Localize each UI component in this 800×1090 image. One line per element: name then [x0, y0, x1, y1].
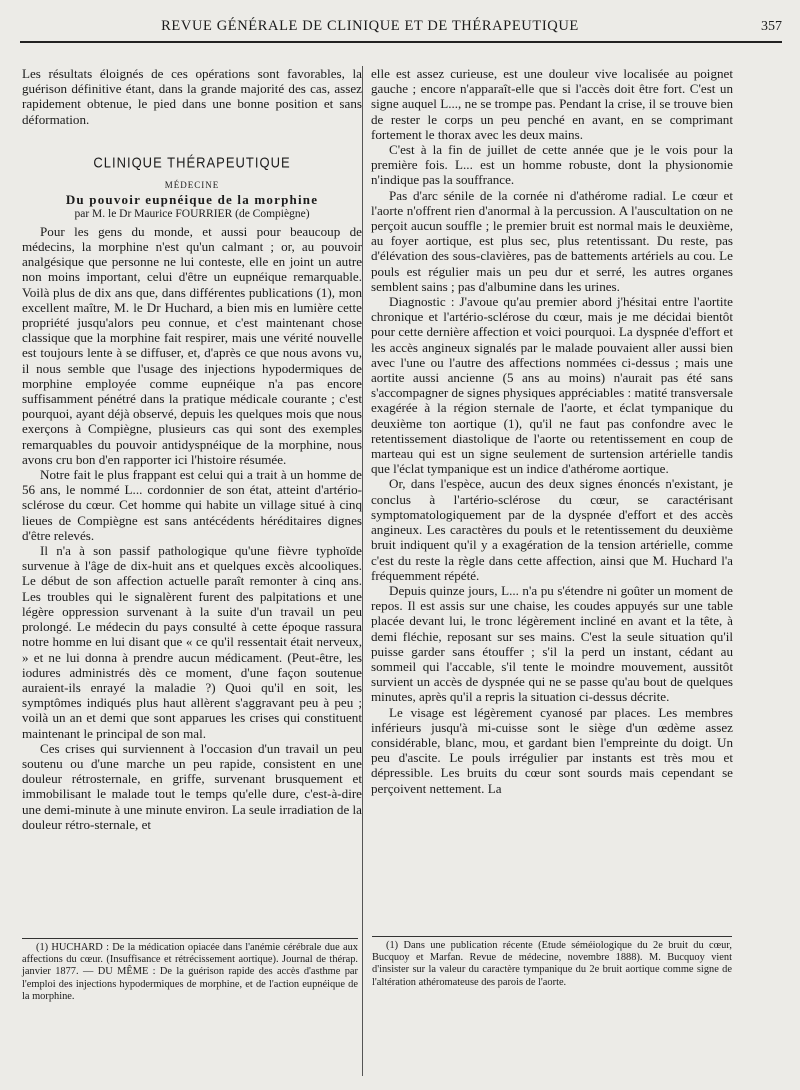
paragraph: Il n'a à son passif pathologique qu'une fièvre typhoïde survenue à l'âge de dix-huit ans et quelques excès alcooliques. Le début de son affection actuelle paraît remonter à cinq ans. Les troubles qui le signalèrent furent des palpitations et une légère oppression survenant à la suite d'un travail un peu prolongé. Le médecin du pays consulté à cette époque rassura notre homme en lui disant que « ce qu'il ressentait était nerveux, » et ne lui donna à prendre aucun médicament. (Peut-être, les iodures administrés dès ce moment, d'une façon soutenue auraient-ils enrayé la maladie ?) Quoi qu'il en soit, les symptômes indiqués plus haut allèrent s'aggravant peu à peu ; voilà un an et demi que sont apparues les crises qui constituent maintenant le principal de son mal. — [22, 543, 362, 741]
paragraph: Diagnostic : J'avoue qu'au premier abord j'hésitai entre l'aortite chronique et l'artério-sclérose du cœur, mais je me décidai bientôt pour cette dernière affection et voici pourquoi. La dyspnée d'effort et les accès angineux signalés par le malade pouvaient aller aussi bien avec l'une ou l'autre des affections nommées ci-dessus ; mais une aortite aussi ancienne (5 ans au moins) n'aurait pas été sans s'accompagner de signes physiques appréciables : matité transversale exagérée à la région sternale de l'aorte, et éclat tympanique du deuxième ton aortique (1), qu'il ne faut pas confondre avec le retentissement diastolique de l'aorte ou retentissement en coup de marteau qui est un signe seulement de surtension artérielle tandis que l'éclat tympanique est un indice d'athérome aortique. — [371, 294, 733, 477]
page-number: 357 — [761, 19, 782, 34]
paragraph: C'est à la fin de juillet de cette année que je le vois pour la première fois. L... est un homme robuste, dont la physionomie n'indique pas la souffrance. — [371, 142, 733, 188]
paragraph: Pas d'arc sénile de la cornée ni d'athérome radial. Le cœur et l'aorte n'offrent rien d'anormal à la percussion. A l'auscultation on ne perçoit aucun souffle ; le premier bruit est normal mais le deuxième, au foyer aortique, est plus sec, plus retentissant. Du reste, pas d'élévation des sous-clavières, pas de battements artériels au cou. Le pouls est régulier mais un peu dur et serré, les autres organes semblent sains ; pas d'albumine dans les urines. — [371, 187, 733, 294]
paragraph: elle est assez curieuse, est une douleur vive localisée au poignet gauche ; encore n'apparaît-elle que si l'accès doit être fort. C'est un signe auquel L..., ne se trompe pas. Pendant la crise, il se trouve bien de rester le corps un peu penché en avant, en se comprimant fortement le thorax avec les deux mains. — [371, 66, 733, 142]
paragraph: Notre fait le plus frappant est celui qui a trait à un homme de 56 ans, le nommé L... cordonnier de son état, atteint d'artério-sclérose du cœur. Cet homme qui habite un village situé à cinq lieues de Compiègne est sans antécédents héréditaires dignes d'être relevés. — [22, 467, 362, 543]
footnote-rule — [372, 936, 732, 937]
paragraph: Or, dans l'espèce, aucun des deux signes énoncés n'existant, je conclus à l'artério-sclérose du cœur, se caractérisant symptomatologiquement par de la dyspnée d'effort et des accès angineux. Les caractères du pouls et le retentissement du deuxième bruit indiquent qu'il y a exagération de la tension artérielle, comme c'est du reste la règle dans cette affection, ainsi que M. Huchard l'a fréquemment répété. — [371, 476, 733, 583]
footnote-left: (1) HUCHARD : De la médication opiacée dans l'anémie cérébrale due aux affections du cœur. (Insuffisance et rétrécissement aortique). Journal de thérap. janvier 1877. — DU MÊME : De la guérison rapide des accès d'asthme par l'emploi des injections hypodermiques de morphine, et de l'action eupnéique de la morphine. — [22, 942, 358, 1002]
section-title: CLINIQUE THÉRAPEUTIQUE — [93, 154, 291, 171]
footnote-right: (1) Dans une publication récente (Etude séméiologique du 2e bruit du cœur, Bucquoy et Marfan. Revue de médecine, novembre 1888). M. Bucquoy vient d'insister sur la valeur du caractère tympanique du 2e bruit aortique comme signe de l'altération athéromateuse des parois de l'aorte. — [372, 940, 732, 988]
right-column — [371, 66, 733, 796]
running-header — [20, 14, 782, 38]
paragraph: Le visage est légèrement cyanosé par places. Les membres inférieurs jusqu'à mi-cuisse sont le siège d'un œdème assez considérable, blanc, mou, et gardant bien l'empreinte du doigt. Un peu d'ascite. Le pouls irrégulier par instants est très mou et dépressible. Les bruits du cœur sont sourds mais cependant se perçoivent nettement. La — [371, 704, 733, 796]
paragraph: Ces crises qui surviennent à l'occasion d'un travail un peu soutenu ou d'une marche un peu rapide, consistent en une douleur rétrosternale, en griffe, survenant brusquement et immobilisant le malade tout le temps qu'elle dure, c'est-à-dire une demi-minute à une minute environ. La seule irradiation de la douleur rétro-sternale, et — [22, 740, 362, 832]
intro-paragraph: Les résultats éloignés de ces opérations sont favorables, la guérison définitive étant, dans la grande majorité des cas, assez rapidement obtenue, le pied dans une bonne position et sans déformation. — [22, 66, 362, 127]
footnote-rule — [22, 938, 358, 939]
column-divider — [362, 66, 363, 1076]
section-subtitle: MÉDECINE — [164, 179, 220, 190]
paragraph: Depuis quinze jours, L... n'a pu s'étendre ni goûter un moment de repos. Il est assis sur une chaise, les coudes appuyés sur une table placée devant lui, le tronc légèrement incliné en avant et la tête, à demi fléchie, reposant sur ses mains. C'est la seule situation qu'il puisse garder sans étouffer ; s'il la perd un instant, cédant au sommeil qui l'accable, s'il tente le moindre mouvement, aussitôt survient un accès de dyspnée qui ne se passe qu'au bout de quelques minutes, après qu'il a repris la situation ci-dessus décrite. — [371, 582, 733, 705]
article-author: par M. le Dr Maurice FOURRIER (de Compiègne) — [74, 207, 310, 220]
left-column — [22, 66, 362, 832]
running-title: REVUE GÉNÉRALE DE CLINIQUE ET DE THÉRAPEUTIQUE — [161, 18, 579, 34]
article-title: Du pouvoir eupnéique de la morphine — [65, 191, 319, 207]
paragraph: Pour les gens du monde, et aussi pour beaucoup de médecins, la morphine n'est qu'un calmant ; or, au pouvoir analgésique que personne ne lui conteste, elle en joint un autre non moins important, celui d'être un eupnéique remarquable. Voilà plus de dix ans que, dans différentes publications (1), mon excellent maître, M. le Dr Huchard, a bien mis en lumière cette propriété jusqu'alors peu connue, et c'est maintenant chose classique que la morphine fait respirer, mais une vérité nouvelle est toujours lente à se diffuser, et, d'après ce que nous avons vu, il nous semble que l'usage des injections hypodermiques de morphine employée comme eupnéique n'a pas encore suffisamment pénétré dans la pratique médicale courante ; c'est pourquoi, ayant déjà observé, depuis les quelques mois que nous exerçons à Compiègne, plusieurs cas qui sont des exemples remarquables du pouvoir antidyspnéique de la morphine, nous avons cru bon d'en rapporter ici l'histoire résumée. — [22, 223, 362, 467]
header-rule — [20, 41, 782, 43]
